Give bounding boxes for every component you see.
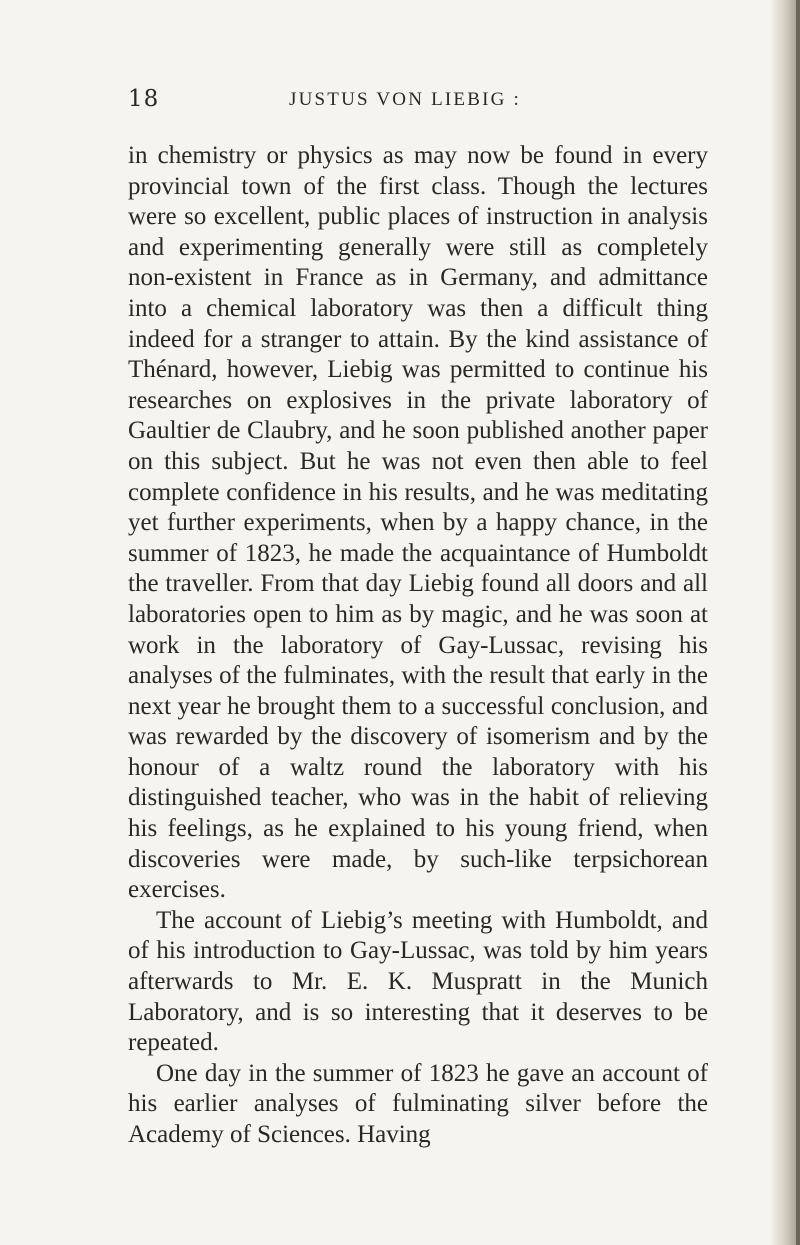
paragraph-3: One day in the summer of 1823 he gave an account of his earlier analyses of fulminating silver before the Academy of Sciences. Having: [128, 1059, 708, 1148]
paragraph-1: in chemistry or physics as may now be found in every provincial town of the first class. Though the lectures were so excellent, public places of instruction in analysis and experimenting generally were still as completely non-existent in France as in Germany, and admittance into a chemical laboratory was then a difficult thing indeed for a stranger to attain. By the kind assistance of Thénard, however, Liebig was permitted to continue his researches on explosives in the private laboratory of Gaultier de Claubry, and he soon published another paper on this subject. But he was not even then able to feel complete confidence in his results, and he was meditating yet further experiments, when by a happy chance, in the summer of 1823, he made the acquaintance of Humboldt the traveller. From that day Liebig found all doors and all laboratories open to him as by magic, and he was soon at work in the laboratory of Gay-Lussac, revising his analyses of the fulminates, with the result that early in the next year he brought them to a successful conclusion, and was rewarded by the discovery of isomerism and by the honour of a waltz round the laboratory with his distinguished teacher, who was in the habit of relieving his feelings, as he explained to his young friend, when discoveries were made, by such-like terpsichorean exercises.: [128, 142, 708, 904]
running-head: JUSTUS VON LIEBIG :: [289, 89, 521, 110]
page-edge: [796, 0, 800, 1245]
paragraph-2: The account of Liebig’s meeting with Humboldt, and of his introduction to Gay-Lussac, was told by him years afterwards to Mr. E. K. Muspratt in the Munich Laboratory, and is so interesting that it deserves to be repeated.: [128, 906, 708, 1057]
body-text: [128, 141, 708, 1151]
page-header: [128, 86, 708, 126]
page-number: 18: [128, 86, 160, 112]
